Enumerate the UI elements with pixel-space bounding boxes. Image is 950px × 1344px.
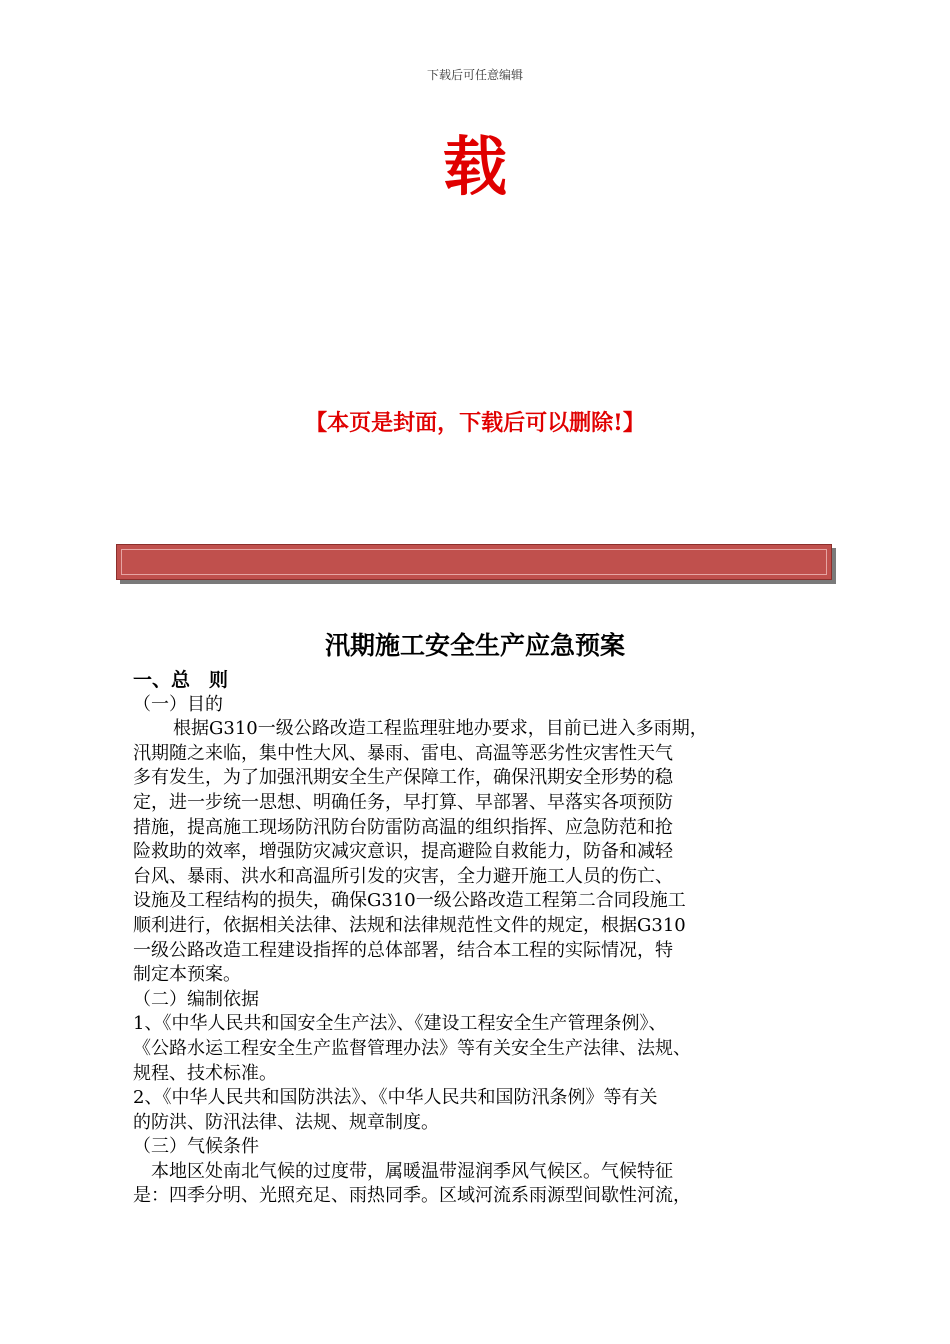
- text-line: 《公路水运工程安全生产监督管理办法》等有关安全生产法律、法规、: [133, 1037, 691, 1059]
- text-line: 台风、暴雨、洪水和高温所引发的灾害，全力避开施工人员的伤亡、: [133, 865, 673, 887]
- paragraph-purpose: [133, 717, 838, 988]
- text-line: 规程、技术标准。: [133, 1062, 277, 1084]
- subsection-basis: （二）编制依据: [133, 988, 259, 1010]
- text-line: 1、《中华人民共和国安全生产法》、《建设工程安全生产管理条例》、: [133, 1013, 667, 1035]
- text-line: 汛期随之来临，集中性大风、暴雨、雷电、高温等恶劣性灾害性天气: [133, 742, 673, 764]
- text-line: 制定本预案。: [133, 964, 241, 986]
- text-line: 险救助的效率，增强防灾减灾意识，提高避险自救能力，防备和减轻: [133, 841, 673, 863]
- text-line: 定，进一步统一思想、明确任务，早打算、早部署、早落实各项预防: [133, 791, 673, 813]
- cover-character: 载: [443, 130, 507, 205]
- text-line: 多有发生，为了加强汛期安全生产保障工作，确保汛期安全形势的稳: [133, 767, 673, 789]
- banner-inner-border: [121, 549, 827, 575]
- subsection-climate: （三）气候条件: [133, 1136, 259, 1158]
- header-note: 下载后可任意编辑: [426, 68, 523, 82]
- text-line: 的防洪、防汛法律、法规、规章制度。: [133, 1111, 439, 1133]
- text-line: 2、《中华人民共和国防洪法》、《中华人民共和国防汛条例》等有关: [133, 1087, 658, 1109]
- text-line: 设施及工程结构的损失，确保G310一级公路改造工程第二合同段施工: [133, 890, 686, 912]
- cover-delete-note: 【本页是封面，下载后可以删除!】: [305, 410, 645, 436]
- paragraph-basis: [133, 1012, 838, 1135]
- subsection-purpose: （一）目的: [133, 693, 223, 715]
- paragraph-climate: [133, 1160, 838, 1209]
- text-line: 顺利进行，依据相关法律、法规和法律规范性文件的规定，根据G310: [133, 914, 686, 936]
- section-heading-general: 一、总 则: [133, 669, 229, 691]
- document-title: 汛期施工安全生产应急预案: [324, 631, 625, 660]
- text-line: 根据G310一级公路改造工程监理驻地办要求，目前已进入多雨期，: [173, 718, 708, 740]
- document-body: [133, 668, 838, 1209]
- text-line: 措施，提高施工现场防汛防台防雷防高温的组织指挥、应急防范和抢: [133, 816, 673, 838]
- decorative-banner: [116, 544, 832, 580]
- text-line: 本地区处南北气候的过度带，属暖温带湿润季风气候区。气候特征: [151, 1160, 673, 1182]
- text-line: 是：四季分明、光照充足、雨热同季。区域河流系雨源型间歇性河流，: [133, 1185, 691, 1207]
- text-line: 一级公路改造工程建设指挥的总体部署，结合本工程的实际情况，特: [133, 939, 673, 961]
